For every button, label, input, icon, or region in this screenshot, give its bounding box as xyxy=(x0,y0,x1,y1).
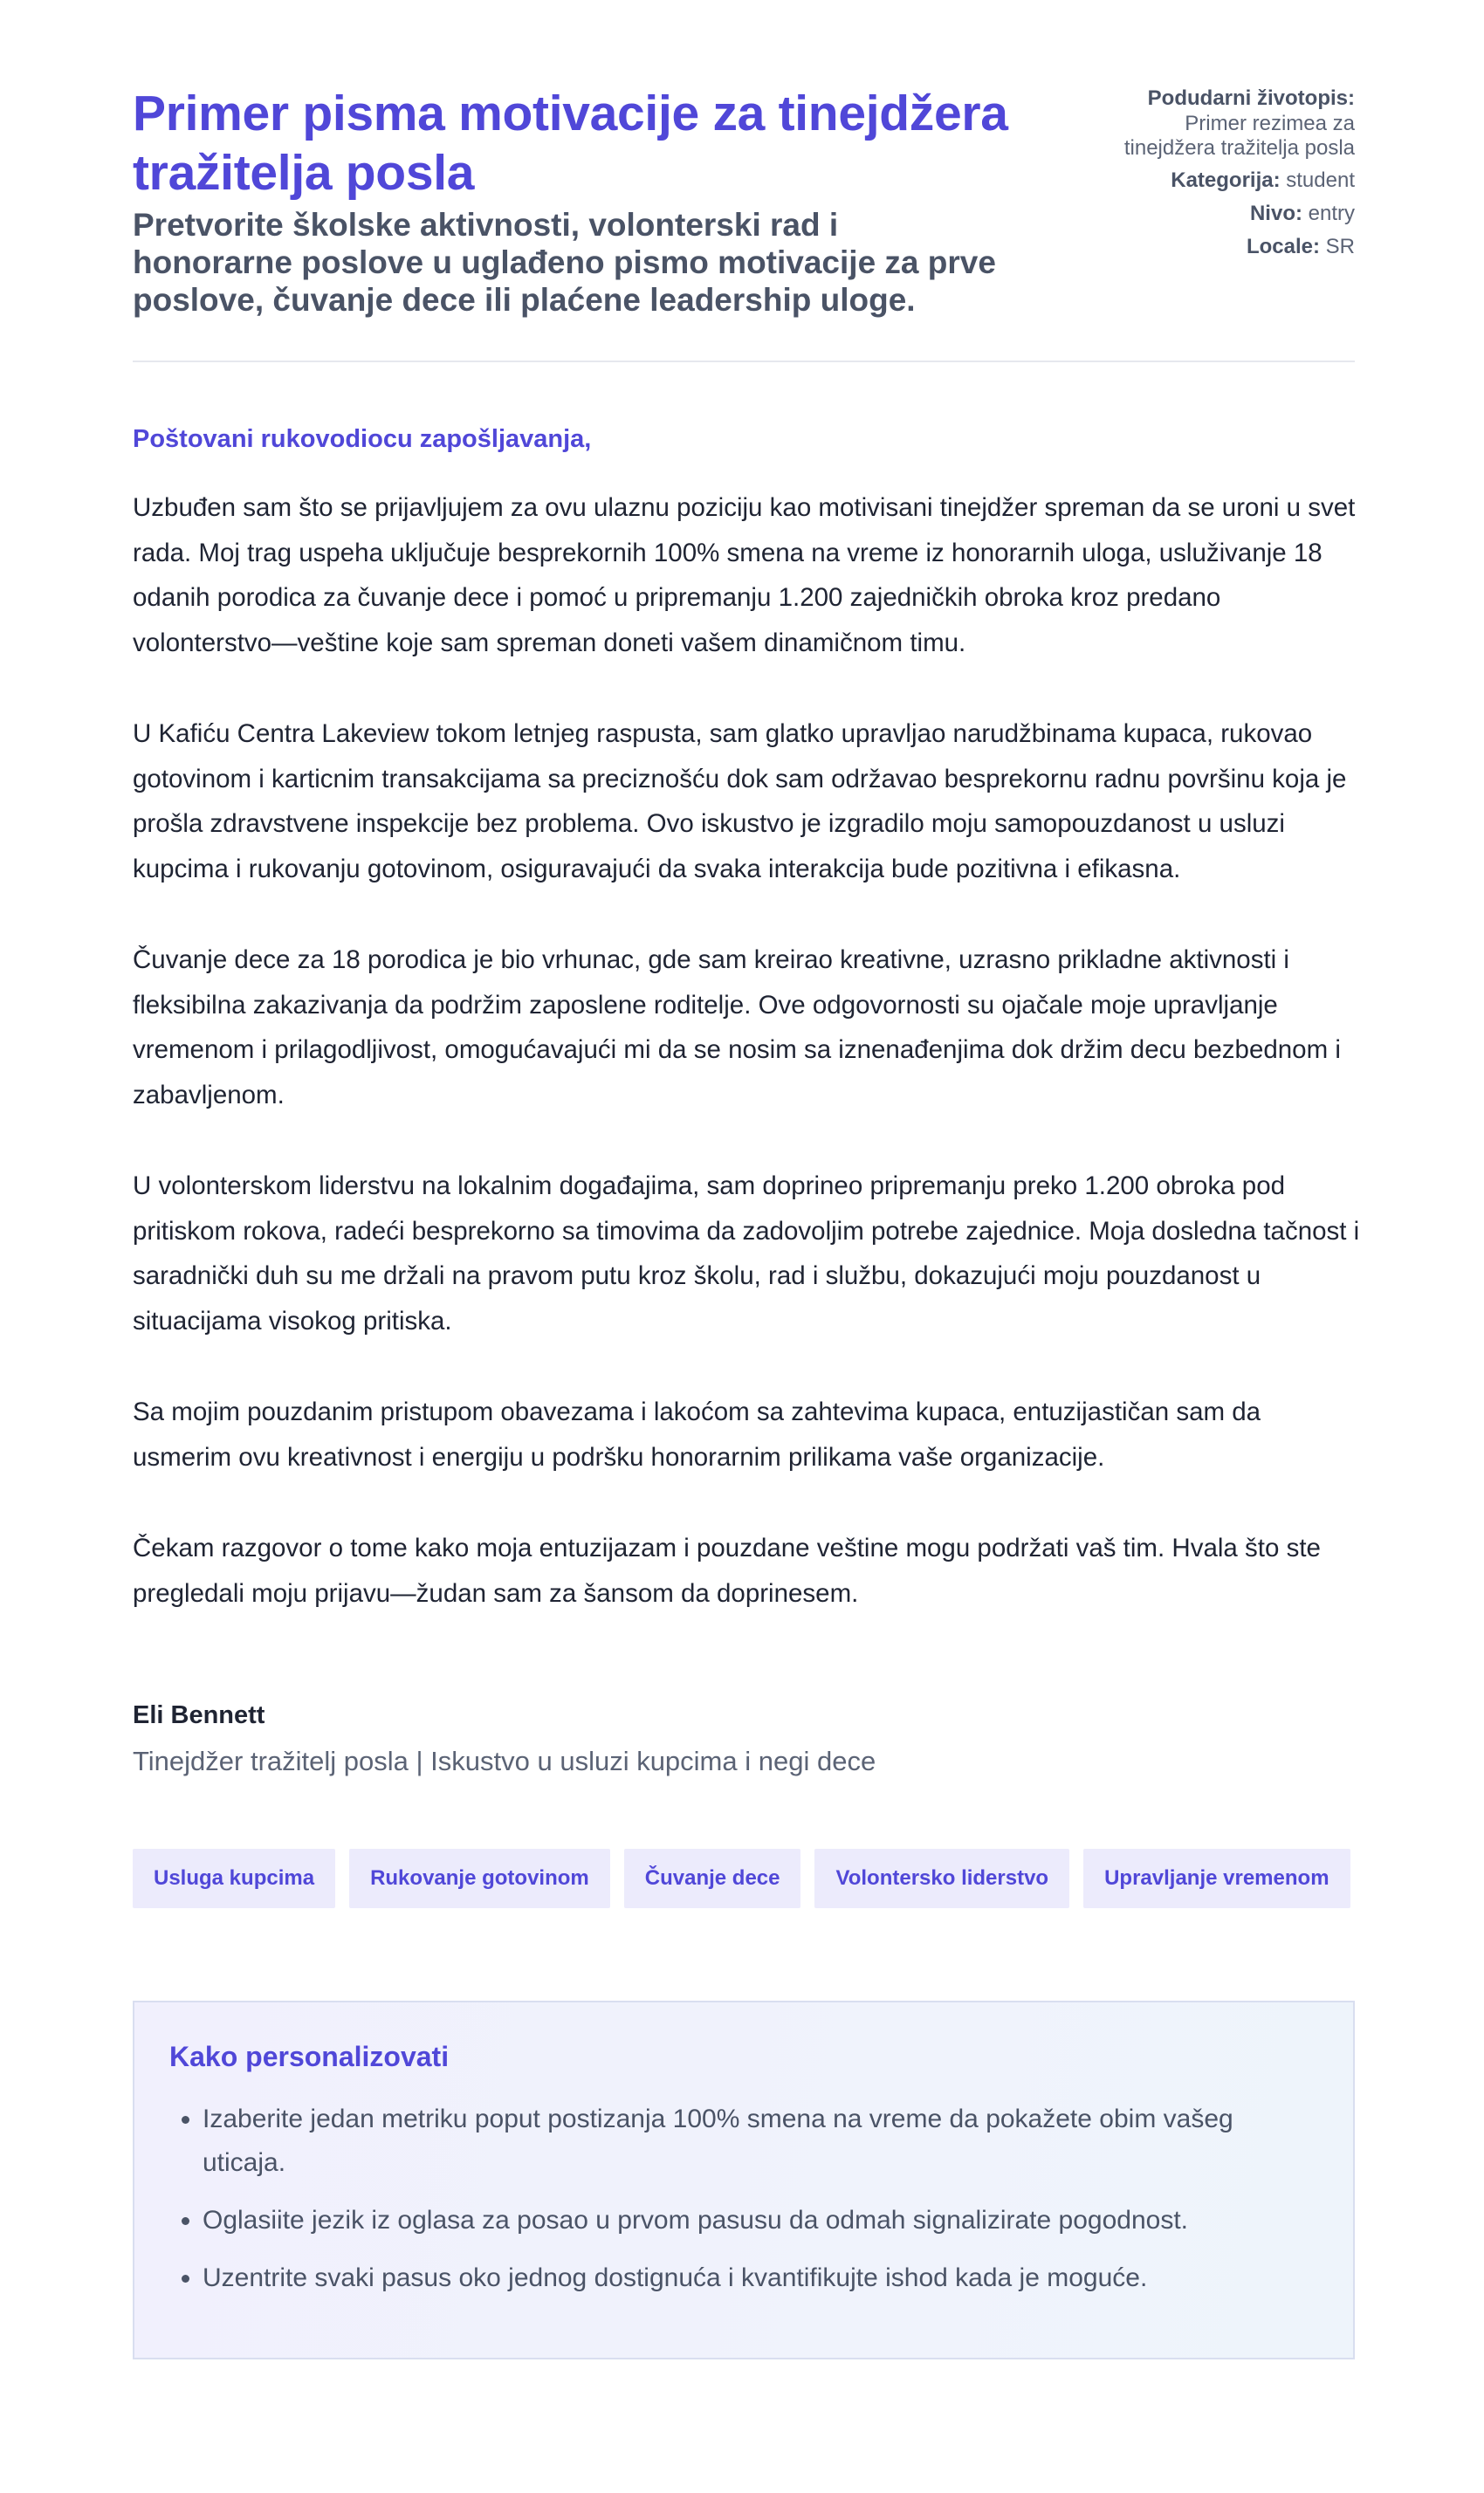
page-subtitle: Pretvorite školske aktivnosti, volonterski rad i honorarne poslove u uglađeno pismo motivacije za prve poslove, čuvanje dece ili plaćene leadership uloge. xyxy=(133,207,996,318)
tip-item: • Izaberite jedan metriku poput postizanja 100% smena na vreme da pokažete obim vašeg uticaja. xyxy=(203,2098,1318,2185)
tip-item: • Uzentrite svaki pasus oko jednog dostignuća i kvantifikujte ishod kada je moguće. xyxy=(203,2256,1318,2300)
meta-panel xyxy=(1093,84,1355,267)
signature-title: Tinejdžer tražitelj posla | Iskustvo u usluzi kupcima i negi dece xyxy=(133,1746,876,1776)
tip-item: • Oglasiite jezik iz oglasa za posao u prvom pasusu da odmah signalizirate pogodnost. xyxy=(203,2199,1318,2242)
meta-level-label: Nivo: xyxy=(1249,202,1302,225)
signature-name: Eli Bennett xyxy=(133,1701,265,1729)
meta-locale-value: SR xyxy=(1325,235,1355,258)
meta-level-value: entry xyxy=(1308,202,1355,225)
meta-level xyxy=(1093,201,1355,227)
skill-tag: Usluga kupcima xyxy=(133,1849,335,1908)
header-titles xyxy=(133,84,1041,319)
tips-list xyxy=(169,2098,1318,2300)
meta-category-label: Kategorija: xyxy=(1171,168,1281,192)
tips-title: Kako personalizovati xyxy=(169,2041,450,2072)
skill-tag: Volontersko liderstvo xyxy=(814,1849,1069,1908)
letter-salutation: Poštovani rukovodiocu zapošljavanja, xyxy=(133,425,592,453)
skill-tags xyxy=(133,1849,1355,1908)
meta-locale-label: Locale: xyxy=(1246,235,1320,258)
meta-related-resume xyxy=(1093,86,1355,161)
meta-category-value: student xyxy=(1286,168,1355,192)
meta-locale xyxy=(1093,234,1355,260)
meta-related-link[interactable]: Primer rezimea za tinejdžera tražitelja posla xyxy=(1123,112,1355,160)
meta-category xyxy=(1093,168,1355,194)
letter-paragraph: Čekam razgovor o tome kako moja entuzijazam i pouzdane veštine mogu podržati vaš tim. Hvala što ste pregledali moju prijavu—žudan sam za šansom da doprinesem. xyxy=(133,1534,1321,1608)
personalize-tips-box xyxy=(133,2001,1355,2359)
letter-paragraph: Čuvanje dece za 18 porodica je bio vrhunac, gde sam kreirao kreativne, uzrasno prikladne aktivnosti i fleksibilna zakazivanja da podržim zaposlene roditelje. Ove odgovornosti su ojačale moje upravljanje vremenom i prilagodljivost, omogućavajući mi da se nosim sa iznenađenjima dok držim decu bezbednom i zabavljenom. xyxy=(133,945,1341,1109)
letter-paragraph: Sa mojim pouzdanim pristupom obavezama i lakoćom sa zahtevima kupaca, entuzijastičan sam da usmerim ovu kreativnost i energiju u podršku honorarnim prilikama vaše organizacije. xyxy=(133,1398,1261,1472)
letter-body xyxy=(133,425,1360,1777)
page-header xyxy=(133,84,1355,362)
skill-tag: Čuvanje dece xyxy=(624,1849,801,1908)
letter-paragraph: U Kafiću Centra Lakeview tokom letnjeg raspusta, sam glatko upravljao narudžbinama kupaca, rukovao gotovinom i karticnim transakcijama sa preciznošću dok sam održavao besprekornu radnu površinu koja je prošla zdravstvene inspekcije bez problema. Ovo iskustvo je izgradilo moju samopouzdanost u usluzi kupcima i rukovanju gotovinom, osiguravajući da svaka interakcija bude pozitivna i efikasna. xyxy=(133,719,1347,883)
skill-tag: Rukovanje gotovinom xyxy=(349,1849,610,1908)
letter-paragraph: Uzbuđen sam što se prijavljujem za ovu ulaznu poziciju kao motivisani tinejdžer spreman da se uroni u svet rada. Moj trag uspeha uključuje besprekornih 100% smena na vreme iz honorarnih uloga, usluživanje 18 odanih porodica za čuvanje dece i pomoć u pripremanju 1.200 zajedničkih obroka kroz predano volonterstvo—veštine koje sam spreman doneti vašem dinamičnom timu. xyxy=(133,493,1356,657)
skill-tag: Upravljanje vremenom xyxy=(1083,1849,1350,1908)
letter-paragraph: U volonterskom liderstvu na lokalnim događajima, sam doprineo pripremanju preko 1.200 obroka pod pritiskom rokova, radeći besprekorno sa timovima da zadovoljim potrebe zajednice. Moja dosledna tačnost i saradnički duh su me držali na pravom putu kroz školu, rad i službu, dokazujući moju pouzdanost u situacijama visokog pritiska. xyxy=(133,1171,1360,1336)
page-title: Primer pisma motivacije za tinejdžera tražitelja posla xyxy=(133,86,1008,201)
meta-related-label: Podudarni životopis: xyxy=(1147,86,1355,110)
